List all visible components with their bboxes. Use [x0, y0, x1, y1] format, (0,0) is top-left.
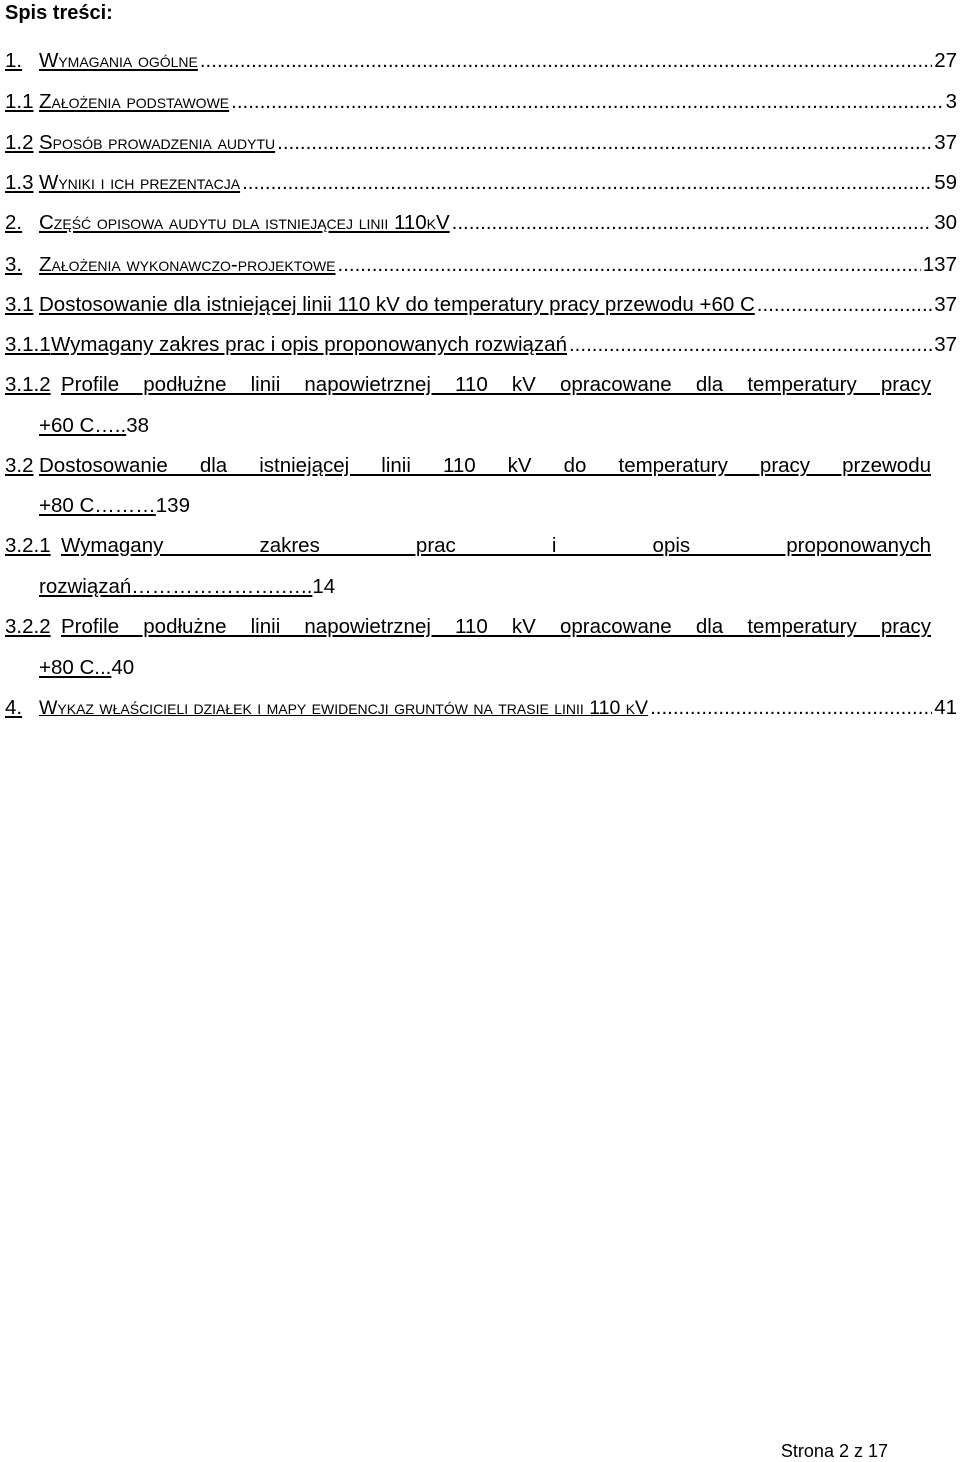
toc-leader-dots — [200, 48, 932, 74]
toc-entry-page: 14 — [312, 575, 336, 598]
toc-leader-dots: ………………….….. — [131, 575, 313, 598]
toc-entry-number: 3.1 — [5, 293, 34, 316]
toc-entry-continuation[interactable] — [39, 574, 335, 600]
toc-entry-continuation[interactable] — [39, 493, 190, 519]
toc-entry-number: 3.2 — [5, 454, 34, 477]
toc-leader-dots — [242, 170, 932, 196]
toc-entry-title[interactable]: Założenia podstawowe — [39, 90, 230, 113]
toc-entry-number: 3.2.2 — [5, 615, 51, 638]
toc-entry[interactable] — [5, 614, 931, 640]
toc-entry-continuation[interactable] — [39, 655, 134, 681]
toc-entry-number: 3. — [5, 253, 23, 276]
toc-entry-page: 37 — [934, 293, 957, 316]
toc-leader-dots — [650, 695, 932, 721]
toc-entry[interactable] — [5, 252, 957, 278]
toc-entry-title[interactable]: Profile podłużne linii napowietrznej 110 kV opracowane dla temperatury pracy — [61, 615, 931, 638]
toc-entry-title-continuation[interactable]: +80 C — [39, 656, 95, 679]
toc-entry-title[interactable]: Wyniki i ich prezentacja — [39, 171, 241, 194]
toc-entry-title-continuation[interactable]: rozwiązań — [39, 575, 132, 598]
toc-entry-page: 139 — [155, 494, 190, 517]
toc-entry[interactable] — [5, 695, 957, 721]
toc-entry[interactable] — [5, 170, 957, 196]
toc-entry-page: 37 — [934, 131, 957, 154]
toc-entry-number: 2. — [5, 211, 23, 234]
toc-entry-title-continuation[interactable]: +80 C — [39, 494, 95, 517]
toc-leader-dots — [231, 89, 943, 115]
toc-entry-title[interactable]: Sposób prowadzenia audytu — [39, 131, 276, 154]
toc-entry-title[interactable]: Dostosowanie dla istniejącej linii 110 kV do temperatury pracy przewodu — [39, 454, 931, 477]
toc-leader-dots: ….. — [94, 414, 127, 437]
toc-entry[interactable] — [5, 292, 957, 318]
toc-entry-page: 40 — [111, 656, 135, 679]
toc-entry-title-continuation[interactable]: +60 C — [39, 414, 95, 437]
toc-entry[interactable] — [5, 453, 931, 479]
toc-entry-page: 30 — [934, 211, 957, 234]
toc-entry[interactable] — [5, 210, 957, 236]
toc-entry-number: 1.3 — [5, 171, 34, 194]
toc-entry-continuation[interactable] — [39, 413, 149, 439]
toc-entry-page: 37 — [934, 333, 957, 356]
toc-entry[interactable] — [5, 332, 957, 358]
toc-entry-number: 1.2 — [5, 131, 34, 154]
toc-entry-page: 41 — [934, 696, 957, 719]
toc-entry-title[interactable]: Wymagania ogólne — [39, 49, 198, 72]
toc-entry-title[interactable]: Część opisowa audytu dla istniejącej linii 110kV — [39, 211, 450, 234]
toc-entry-number: 1. — [5, 49, 23, 72]
toc-leader-dots — [452, 210, 933, 236]
page-number-footer: Strona 2 z 17 — [780, 1441, 888, 1461]
toc-entry[interactable] — [5, 89, 957, 115]
toc-entry-page: 59 — [934, 171, 957, 194]
toc-leader-dots — [569, 332, 932, 358]
toc-entry-title[interactable]: Dostosowanie dla istniejącej linii 110 kV do temperatury pracy przewodu +60 C — [39, 293, 755, 316]
toc-entry-title[interactable]: Wymagany zakres prac i opis proponowanych rozwiązań — [51, 333, 567, 356]
toc-entry[interactable] — [5, 48, 957, 74]
toc-entry-number: 3.2.1 — [5, 534, 51, 557]
toc-entry-page: 38 — [126, 414, 149, 437]
toc-entry-page: 3 — [945, 90, 957, 113]
toc-leader-dots: ... — [94, 656, 112, 679]
toc-entry-number: 3.1.2 — [5, 373, 51, 396]
toc-entry-title[interactable]: Założenia wykonawczo-projektowe — [39, 253, 336, 276]
toc-entry-title[interactable]: Wykaz właścicieli działek i mapy ewidencji gruntów na trasie linii 110 kV — [39, 697, 649, 719]
toc-entry-number: 1.1 — [5, 90, 34, 113]
toc-entry-number: 4. — [5, 696, 23, 719]
toc-entry-title[interactable]: Profile podłużne linii napowietrznej 110 kV opracowane dla temperatury pracy — [61, 373, 931, 396]
toc-entry-number: 3.1.1 — [5, 333, 51, 356]
toc-entry-page: 27 — [934, 49, 957, 72]
toc-entry[interactable] — [5, 533, 931, 559]
toc-entry[interactable] — [5, 130, 957, 156]
toc-entry-title[interactable]: Wymagany zakres prac i opis proponowanych — [61, 534, 931, 557]
toc-entry-page: 137 — [922, 253, 957, 276]
toc-title: Spis treści: — [5, 2, 113, 24]
toc-leader-dots — [277, 130, 932, 156]
toc-leader-dots: ……… — [94, 494, 156, 517]
toc-entry[interactable] — [5, 372, 931, 398]
toc-leader-dots — [338, 252, 921, 278]
toc-leader-dots — [757, 292, 932, 318]
